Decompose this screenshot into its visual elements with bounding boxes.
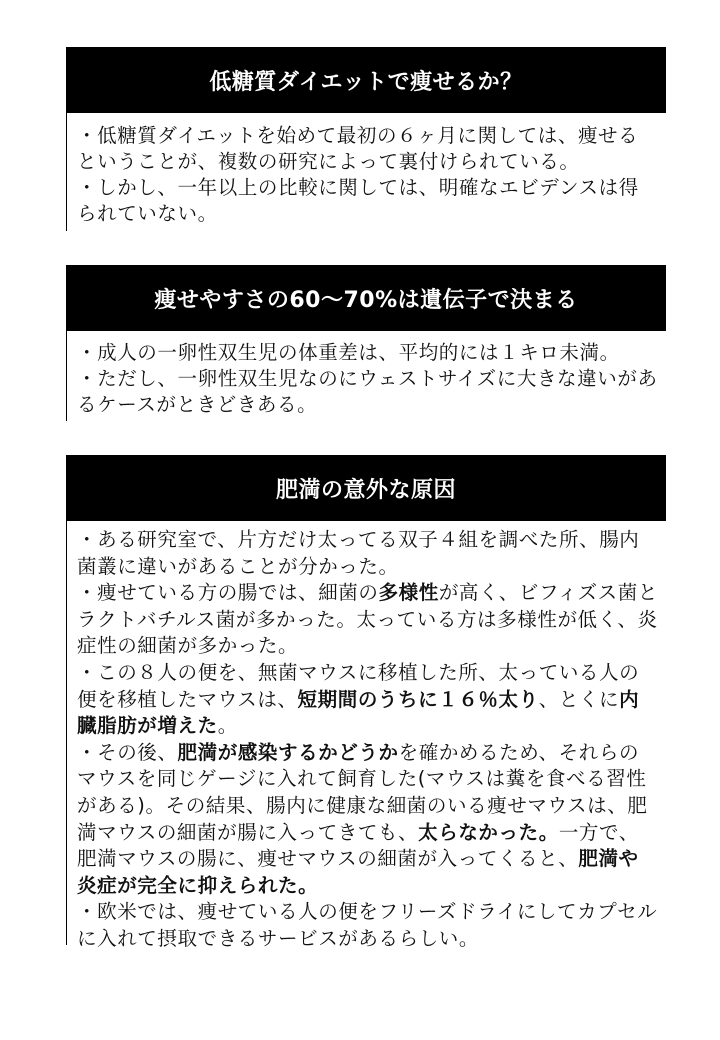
bullet-paragraph (77, 527, 658, 580)
body-text: ・この８人の便を、無菌マウスに移植した所、太っている人の便を移植したマウスは、 (77, 660, 640, 711)
body-text: ・痩せている方の腸では、細菌の (77, 581, 379, 605)
body-text: を確かめるため、それらのマウスを同じゲージに入れて飼育した(マウスは糞を食べる習性がある)。その結果、腸内に健康な細菌のいる痩せマウスは、肥満マウスの細菌が腸に入ってきても、 (77, 740, 648, 844)
bullet-paragraph (77, 366, 658, 418)
body-text: ・ただし、一卵性双生児なのにウェストサイズに大きな違いがあるケースがときどきある。 (77, 367, 658, 416)
emphasized-text: 短期間のうちに１６％太り (297, 687, 539, 711)
body-text: ・その後、 (77, 740, 178, 764)
bullet-paragraph (77, 340, 658, 366)
body-text: ・低糖質ダイエットを始めて最初の６ヶ月に関しては、痩せるということが、複数の研究によって裏付けられている。 (77, 124, 639, 173)
section-2-body (66, 331, 666, 421)
section-1-body (66, 113, 666, 231)
body-text: ・成人の一卵性双生児の体重差は、平均的には１キロ未満。 (77, 341, 620, 364)
section-1-header (66, 47, 666, 113)
section-1-title: 低糖質ダイエットで痩せるか？ (209, 69, 523, 95)
emphasized-text: 太らなかった。 (418, 820, 559, 844)
section-2-header (66, 265, 666, 331)
section-3-header (66, 455, 666, 521)
body-text: 。 (217, 714, 238, 738)
body-text: ・欧米では、痩せている人の便をフリーズドライにしてカプセルに入れて摂取できるサービスがあるらしい。 (77, 900, 658, 950)
section-3-title: 肥満の意外な原因 (275, 477, 456, 503)
emphasized-text: 内臓脂肪が増えた (77, 687, 640, 738)
section-2-title: 痩せやすさの60〜70%は遺伝子で決まる (154, 287, 578, 313)
section-3-body (66, 521, 666, 950)
bullet-paragraph (77, 899, 658, 952)
emphasized-text: 肥満や炎症が完全に抑えられた。 (77, 847, 639, 897)
body-text: 一方で、肥満マウスの腸に、痩せマウスの細菌が入ってくると、 (77, 820, 639, 871)
bullet-paragraph (77, 123, 658, 175)
emphasized-text: 多様性 (378, 581, 439, 605)
emphasized-text: 肥満が感染するかどうか (177, 740, 399, 764)
body-text: ・ある研究室で、片方だけ太ってる双子４組を調べた所、腸内菌叢に違いがあることが分かった。 (77, 528, 640, 578)
bullet-paragraph (77, 740, 658, 900)
bullet-paragraph (77, 175, 658, 227)
body-text: 、とくに (538, 687, 620, 711)
bullet-paragraph (77, 580, 658, 660)
body-text: が高く、ビフィズス菌とラクトバチルス菌が多かった。太っている方は多様性が低く、炎症性の細菌が多かった。 (77, 581, 658, 658)
body-text: ・しかし、一年以上の比較に関しては、明確なエビデンスは得られていない。 (77, 176, 639, 225)
bullet-paragraph (77, 660, 658, 740)
